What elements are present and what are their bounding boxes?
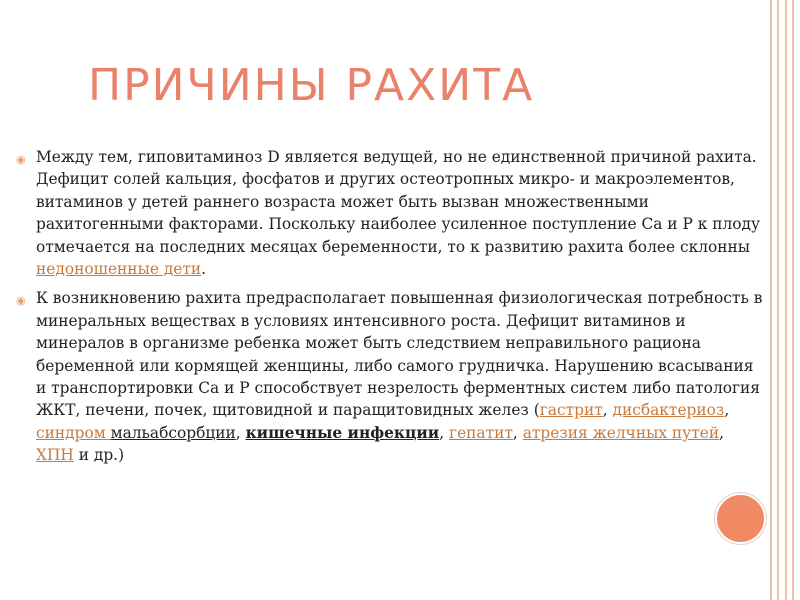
- frame-line-left-2: [777, 0, 779, 600]
- link-dysbacteriosis[interactable]: дисбактериоз: [612, 401, 725, 420]
- paragraph-2-text: К возникновению рахита предрасполагает повышенная физиологическая потребность в минеральных веществах в условиях интенсивного роста. Дефицит витаминов и минералов в организме ребенка может быть следствием неправильного рациона беременной или кормящей женщины, либо самого грудничка. Нарушению всасывания и транспортировки Са и Р способствует незрелость ферментных систем либо патология ЖКТ, печени, почек, щитовидной и паращитовидных желез (: [36, 289, 763, 420]
- frame-line-right-1: [785, 0, 787, 600]
- link-biliary-atresia[interactable]: атрезия желчных путей: [522, 423, 720, 442]
- malabsorption-text[interactable]: мальабсорбции: [110, 423, 236, 442]
- slide-title: ПРИЧИНЫ РАХИТА: [88, 60, 535, 111]
- paragraph-1-text: Между тем, гиповитаминоз D является ведущей, но не единственной причиной рахита. Дефицит солей кальция, фосфатов и других остеотропных микро- и макроэлементов, витаминов у детей раннего возраста может быть вызван множественными рахитогенными факторами. Поскольку наиболее усиленное поступление Са и Р к плоду отмечается на последних месяцах беременности, то к развитию рахита более склонны: [36, 148, 761, 256]
- separator: ,: [719, 423, 725, 442]
- link-hpn[interactable]: ХПН: [36, 446, 74, 465]
- separator: ,: [439, 423, 449, 442]
- separator: ,: [724, 401, 730, 420]
- separator: ,: [235, 423, 246, 442]
- separator: ,: [602, 401, 613, 420]
- link-hepatitis[interactable]: гепатит: [449, 423, 513, 442]
- link-syndrome[interactable]: синдром: [36, 423, 111, 442]
- paragraph-2: [16, 287, 764, 466]
- link-premature-babies[interactable]: недоношенные дети: [36, 260, 202, 279]
- frame-line-left-1: [770, 0, 772, 600]
- separator: ,: [512, 423, 523, 442]
- slide-content: [16, 146, 764, 474]
- bullet-icon: ◉: [16, 153, 26, 166]
- link-gastritis[interactable]: гастрит: [539, 401, 603, 420]
- intestinal-infections-text[interactable]: кишечные инфекции: [245, 423, 440, 442]
- paragraph-2-end: и др.): [73, 446, 125, 465]
- paragraph-1: [16, 146, 764, 280]
- bullet-icon: ◉: [16, 294, 26, 308]
- decorative-circle: [715, 493, 766, 544]
- paragraph-1-end: .: [201, 260, 207, 279]
- frame-line-right-2: [792, 0, 794, 600]
